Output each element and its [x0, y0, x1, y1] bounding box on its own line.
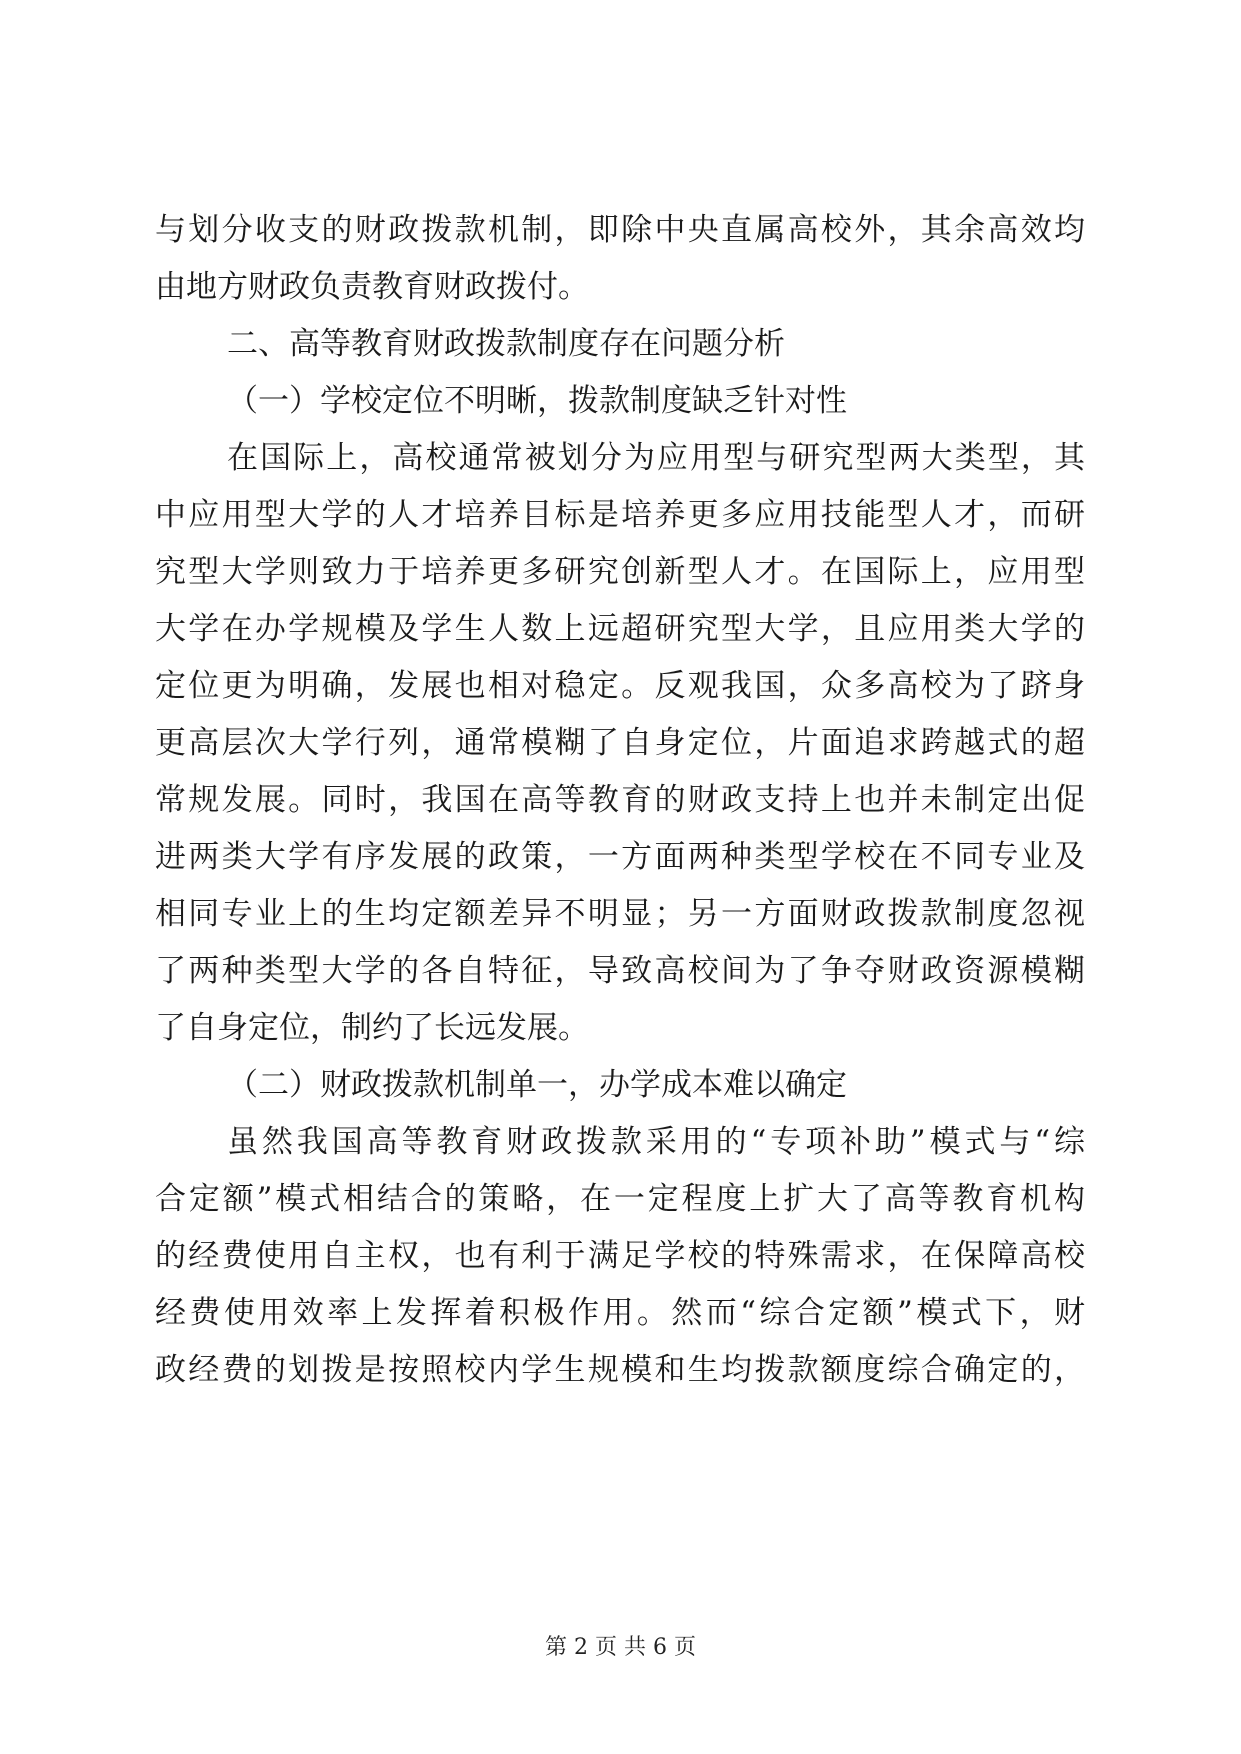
- body-line: 虽然我国高等教育财政拨款采用的“专项补助”模式与“综: [227, 1124, 1085, 1160]
- body-line: 究型大学则致力于培养更多研究创新型人才。在国际上，应用型: [155, 554, 1085, 590]
- body-line: 进两类大学有序发展的政策，一方面两种类型学校在不同专业及: [155, 839, 1085, 875]
- subsection-heading: （二）财政拨款机制单一，办学成本难以确定: [227, 1067, 847, 1103]
- section-heading: 二、高等教育财政拨款制度存在问题分析: [227, 326, 785, 362]
- body-line: 更高层次大学行列，通常模糊了自身定位，片面追求跨越式的超: [155, 725, 1085, 761]
- body-line: 了两种类型大学的各自特征，导致高校间为了争夺财政资源模糊: [155, 953, 1085, 989]
- body-line: 中应用型大学的人才培养目标是培养更多应用技能型人才，而研: [155, 497, 1085, 533]
- body-line: 合定额”模式相结合的策略，在一定程度上扩大了高等教育机构: [155, 1181, 1085, 1217]
- body-line: 相同专业上的生均定额差异不明显；另一方面财政拨款制度忽视: [155, 896, 1085, 932]
- body-line: 在国际上，高校通常被划分为应用型与研究型两大类型，其: [227, 440, 1085, 476]
- page-footer: 第 2 页 共 6 页: [545, 1635, 696, 1660]
- body-line: 与划分收支的财政拨款机制，即除中央直属高校外，其余高效均: [155, 212, 1085, 248]
- subsection-heading: （一）学校定位不明晰，拨款制度缺乏针对性: [227, 383, 847, 419]
- body-line: 经费使用效率上发挥着积极作用。然而“综合定额”模式下，财: [155, 1295, 1085, 1331]
- body-line: 的经费使用自主权，也有利于满足学校的特殊需求，在保障高校: [155, 1238, 1085, 1274]
- body-line: 常规发展。同时，我国在高等教育的财政支持上也并未制定出促: [155, 782, 1085, 818]
- body-line: 了自身定位，制约了长远发展。: [155, 1010, 589, 1046]
- body-line: 政经费的划拨是按照校内学生规模和生均拨款额度综合确定的，: [155, 1352, 1085, 1388]
- body-line: 定位更为明确，发展也相对稳定。反观我国，众多高校为了跻身: [155, 668, 1085, 704]
- body-line: 由地方财政负责教育财政拨付。: [155, 269, 589, 305]
- body-line: 大学在办学规模及学生人数上远超研究型大学，且应用类大学的: [155, 611, 1085, 647]
